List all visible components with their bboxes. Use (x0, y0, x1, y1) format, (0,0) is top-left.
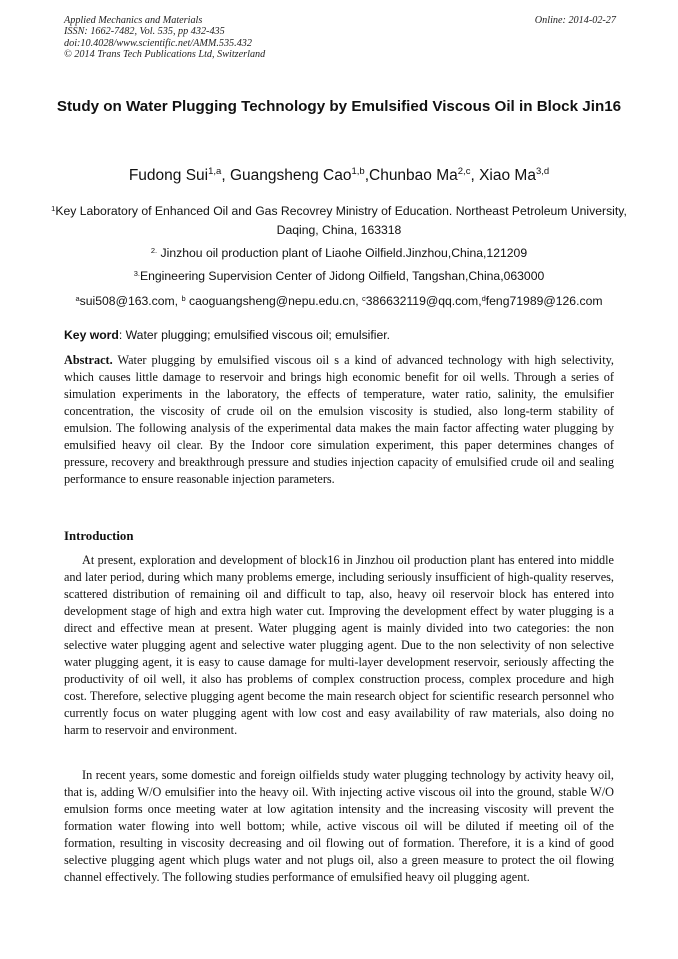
intro-paragraph-1: At present, exploration and development of block16 in Jinzhou oil production plant has entered into middle and later period, during which many problems emerge, including seriously insufficient of high-quality reserves, scattered distribution of remaining oil and difficult to tap, also, heavy oil reservoir block has entered into development stage of high and extra high water cut. Improving the development effect by water plugging is a direct and effective mean at present. Water plugging agent is mainly divided into two categories: the non selective water plugging agent and selective water plugging agent. Due to the non selectivity of non selective water plugging agent, it is easy to cause damage for multi-layer development reservoir, seriously affecting the productivity of oil well, it also has problems of complex construction process, complex procedure and high cost. Therefore, selective plugging agent become the main research object for scientific research personnel who currently focus on water plugging agent with low cost and easy availability of raw materials, also doing no harm to reservoir and environment. (64, 553, 614, 737)
affiliation-2 (50, 244, 628, 263)
journal-header (64, 15, 424, 61)
section-heading-introduction: Introduction (64, 529, 134, 543)
keyword-label: Key word (64, 328, 119, 342)
author-sup: 3,d (535, 166, 550, 177)
copyright-line: © 2014 Trans Tech Publications Ltd, Switzerland (64, 49, 266, 61)
email-link[interactable]: caoguangsheng@nepu.edu.cn, (185, 294, 359, 308)
email-sup: a (75, 294, 80, 303)
author-sup: 1,a (208, 166, 222, 177)
intro-paragraph-2: In recent years, some domestic and foreign oilfields study water plugging technology by activity heavy oil, that is, adding W/O emulsifier into the heavy oil. With injecting active viscous oil into the ground, stable W/O emulsion forms once meeting water at low agitation intensity and the increasing viscosity will prevent the formation water flowing into well bottom; while, active viscous oil will be diluted if meeting oil of the formation, resulting in viscosity decreasing and oil flowing out of formation. Therefore, it is a kind of good selective plugging agent which plugs water and not plugs oil, also a green measure to protect the oil flowing channel effectively. The following studies performance of emulsified heavy oil plugging agent. (64, 768, 614, 884)
online-date: Online: 2014-02-27 (534, 15, 616, 26)
affiliation-1 (50, 202, 628, 240)
abstract-label: Abstract. (64, 353, 113, 367)
author-name: Chunbao Ma (369, 167, 458, 184)
abstract-text: Water plugging by emulsified viscous oil s a kind of advanced technology with high selectivity, which causes little damage to reservoir and brings high economic benefit for oil wells. Through a series of simulation experiments in the laboratory, the effects of temperature, water ratio, salinity, the emulsifier concentration, the viscosity of crude oil on the emulsion viscosity is studied, also long-term stability of emulsion. The following analysis of the experimental data makes the main factor affecting water plugging by emulsified heavy oil clear. By the Indoor core simulation experiment, this paper determines changes of pressure, recovery and breakthrough pressure and studies injection capacity of emulsified crude oil and sealing performance to ensure reasonable injection parameters. (64, 353, 614, 486)
author-sep: , (364, 167, 369, 184)
email-link[interactable]: feng71989@126.com (485, 294, 603, 308)
issn-line: ISSN: 1662-7482, Vol. 535, pp 432-435 (64, 26, 225, 38)
keywords (64, 327, 390, 343)
email-link[interactable]: sui508@163.com, (79, 294, 179, 308)
author-sep: , (221, 167, 230, 184)
email-sup: b (181, 294, 186, 303)
author-list (30, 166, 648, 186)
author-name: Xiao Ma (479, 167, 536, 184)
affiliation-sup: 3. (133, 269, 140, 278)
paper-title: Study on Water Plugging Technology by Emulsified Viscous Oil in Block Jin16 (56, 98, 622, 115)
abstract (64, 352, 614, 488)
email-link[interactable]: 386632119@qq.com, (365, 294, 482, 308)
journal-name: Applied Mechanics and Materials (64, 15, 203, 26)
keyword-text: : Water plugging; emulsified viscous oil; emulsifier. (118, 328, 391, 342)
author-sep: , (470, 167, 480, 184)
author-name: Guangsheng Cao (229, 167, 352, 184)
doi-line[interactable]: doi:10.4028/www.scientific.net/AMM.535.432 (64, 37, 252, 49)
email-sup: d (481, 294, 486, 303)
author-sup: 2,c (457, 166, 471, 177)
affiliation-3 (50, 267, 628, 286)
affiliation-sup: 2. (150, 246, 158, 255)
email-list (30, 292, 648, 311)
affiliation-text: Engineering Supervision Center of Jidong Oilfield, Tangshan,China,063000 (140, 269, 545, 283)
affiliation-text: Key Laboratory of Enhanced Oil and Gas Recovrey Ministry of Education. Northeast Petroleum University, Daqing, China, 163318 (55, 204, 627, 237)
author-name: Fudong Sui (128, 167, 209, 184)
author-sup: 1,b (351, 166, 365, 177)
affiliation-sup: 1 (51, 204, 56, 213)
affiliation-text: Jinzhou oil production plant of Liaohe Oilfield.Jinzhou,China,121209 (160, 246, 528, 260)
email-sup: c (362, 294, 366, 303)
